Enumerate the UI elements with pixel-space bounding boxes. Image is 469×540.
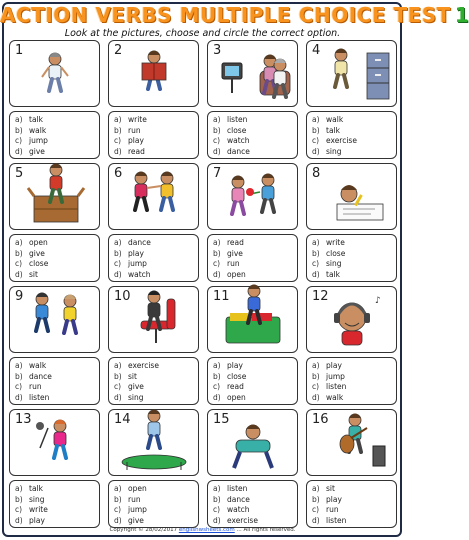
question-picture	[207, 40, 298, 107]
option-text: exercise	[227, 515, 258, 525]
option-list	[9, 234, 100, 282]
answer-option[interactable]	[15, 393, 99, 404]
option-letter: a)	[15, 484, 23, 493]
option-list	[207, 111, 298, 159]
answer-option[interactable]	[213, 126, 297, 137]
answer-option[interactable]	[213, 270, 297, 281]
answer-option[interactable]	[15, 147, 99, 158]
option-list	[108, 111, 199, 159]
option-letter: b)	[15, 494, 23, 504]
option-text: jump	[128, 259, 147, 268]
option-letter: a)	[114, 238, 122, 247]
answer-option[interactable]	[312, 372, 396, 383]
question-picture	[207, 409, 298, 476]
option-text: close	[29, 259, 49, 268]
copyright-footer	[0, 527, 405, 533]
option-text: listen	[227, 484, 248, 493]
option-letter: a)	[312, 238, 320, 247]
worksheet-title	[0, 3, 469, 27]
option-letter: b)	[15, 125, 23, 135]
option-list	[108, 234, 199, 282]
answer-option[interactable]	[312, 238, 396, 249]
answer-option[interactable]	[213, 516, 297, 527]
option-letter: a)	[114, 361, 122, 370]
option-text: play	[326, 494, 342, 504]
answer-option[interactable]	[213, 505, 297, 516]
question-number: 1	[15, 43, 24, 58]
question-picture	[108, 163, 199, 230]
people-running-icon	[10, 287, 101, 354]
option-text: open	[227, 269, 246, 279]
copyright-text: Copyright © 28/02/2017	[109, 527, 179, 533]
option-text: listen	[29, 392, 50, 402]
option-text: run	[128, 125, 141, 135]
option-text: read	[128, 146, 145, 156]
option-text: walk	[29, 361, 47, 370]
option-letter: d)	[15, 146, 23, 156]
option-letter: b)	[15, 248, 23, 258]
answer-option[interactable]	[15, 115, 99, 126]
option-text: run	[227, 259, 240, 268]
question-number: 4	[312, 43, 321, 58]
option-list	[207, 234, 298, 282]
option-list	[207, 357, 298, 405]
question-number: 6	[114, 166, 123, 181]
question-picture	[306, 40, 397, 107]
option-letter: d)	[213, 392, 221, 402]
option-letter: a)	[312, 115, 320, 124]
couple-dancing-icon	[109, 164, 200, 231]
option-letter: c)	[114, 259, 122, 268]
answer-option[interactable]	[114, 238, 198, 249]
option-text: sing	[29, 494, 45, 504]
question-number: 16	[312, 412, 329, 427]
man-opening-box-icon	[10, 164, 101, 231]
option-text: talk	[29, 484, 43, 493]
option-text: listen	[227, 115, 248, 124]
question-number: 10	[114, 289, 131, 304]
question-picture	[207, 286, 298, 353]
option-letter: c)	[213, 505, 221, 514]
option-letter: c)	[15, 259, 23, 268]
option-letter: c)	[312, 505, 320, 514]
answer-option[interactable]	[15, 238, 99, 249]
answer-option[interactable]	[312, 136, 396, 147]
answer-option[interactable]	[312, 484, 396, 495]
boy-writing-icon	[307, 164, 398, 231]
option-text: give	[128, 382, 144, 391]
option-list	[306, 357, 397, 405]
question-picture	[9, 163, 100, 230]
option-text: write	[326, 238, 345, 247]
question-number: 5	[15, 166, 24, 181]
option-letter: a)	[15, 115, 23, 124]
instructions: Look at the pictures, choose and circle the correct option.	[64, 28, 341, 39]
option-letter: d)	[213, 146, 221, 156]
option-text: give	[128, 515, 144, 525]
answer-option[interactable]	[312, 126, 396, 137]
option-text: walk	[326, 115, 344, 124]
option-text: sing	[326, 259, 342, 268]
option-letter: b)	[114, 125, 122, 135]
option-letter: c)	[15, 382, 23, 391]
option-letter: a)	[213, 238, 221, 247]
option-letter: b)	[213, 494, 221, 504]
answer-option[interactable]	[312, 393, 396, 404]
option-text: open	[29, 238, 48, 247]
option-letter: b)	[114, 248, 122, 258]
answer-option[interactable]	[213, 115, 297, 126]
option-letter: a)	[15, 238, 23, 247]
question-number: 8	[312, 166, 321, 181]
svg-text:♪: ♪	[375, 296, 381, 306]
question-number: 11	[213, 289, 230, 304]
option-letter: a)	[312, 484, 320, 493]
option-text: play	[128, 136, 144, 145]
option-letter: a)	[15, 361, 23, 370]
option-letter: b)	[312, 125, 320, 135]
option-text: open	[227, 392, 246, 402]
option-letter: d)	[312, 146, 320, 156]
answer-option[interactable]	[15, 516, 99, 527]
answer-option[interactable]	[114, 249, 198, 260]
question-picture	[108, 40, 199, 107]
answer-option[interactable]	[213, 259, 297, 270]
option-letter: c)	[114, 382, 122, 391]
question-number: 9	[15, 289, 24, 304]
option-text: exercise	[128, 361, 159, 370]
option-letter: a)	[213, 484, 221, 493]
question-picture	[306, 286, 397, 353]
rights-text: ... All rights reserved.	[234, 527, 296, 533]
answer-option[interactable]	[213, 147, 297, 158]
option-text: play	[128, 248, 144, 258]
option-text: watch	[227, 136, 250, 145]
answer-option[interactable]	[213, 372, 297, 383]
answer-option[interactable]	[213, 249, 297, 260]
option-letter: d)	[312, 515, 320, 525]
option-letter: a)	[312, 361, 320, 370]
option-text: run	[326, 505, 339, 514]
option-letter: b)	[114, 371, 122, 381]
option-text: watch	[227, 505, 250, 514]
question-picture	[9, 409, 100, 476]
option-text: dance	[29, 371, 52, 381]
question-grid	[9, 40, 397, 525]
option-text: listen	[326, 382, 347, 391]
family-watching-tv-icon	[208, 41, 299, 108]
option-text: sit	[29, 269, 38, 279]
boy-reading-icon	[109, 41, 200, 108]
option-letter: c)	[15, 136, 23, 145]
answer-option[interactable]	[114, 393, 198, 404]
answer-option[interactable]	[312, 115, 396, 126]
answer-option[interactable]	[15, 484, 99, 495]
answer-option[interactable]	[312, 516, 396, 527]
question-number: 7	[213, 166, 222, 181]
answer-option[interactable]	[15, 372, 99, 383]
question-number: 13	[15, 412, 32, 427]
option-text: jump	[326, 371, 345, 381]
option-letter: c)	[15, 505, 23, 514]
option-text: sit	[326, 484, 335, 493]
question-number: 15	[213, 412, 230, 427]
option-list	[9, 357, 100, 405]
option-list	[9, 480, 100, 528]
option-text: talk	[326, 125, 340, 135]
title-number: 1	[454, 3, 469, 27]
question-picture	[108, 409, 199, 476]
option-text: dance	[128, 238, 151, 247]
option-letter: c)	[312, 382, 320, 391]
answer-option[interactable]	[312, 270, 396, 281]
question-picture	[9, 286, 100, 353]
option-text: walk	[326, 392, 344, 402]
question-picture	[306, 163, 397, 230]
answer-option[interactable]	[15, 270, 99, 281]
answer-option[interactable]	[213, 361, 297, 372]
option-list	[9, 111, 100, 159]
option-letter: b)	[213, 125, 221, 135]
option-letter: d)	[114, 146, 122, 156]
answer-option[interactable]	[15, 126, 99, 137]
option-text: dance	[227, 494, 250, 504]
option-text: run	[128, 494, 141, 504]
option-list	[207, 480, 298, 528]
option-text: write	[29, 505, 48, 514]
answer-option[interactable]	[114, 115, 198, 126]
option-text: talk	[29, 115, 43, 124]
answer-option[interactable]	[312, 382, 396, 393]
answer-option[interactable]	[114, 147, 198, 158]
option-text: dance	[227, 146, 250, 156]
answer-option[interactable]	[114, 361, 198, 372]
option-letter: b)	[213, 248, 221, 258]
option-text: close	[326, 248, 346, 258]
option-letter: d)	[312, 269, 320, 279]
answer-option[interactable]	[312, 259, 396, 270]
option-text: watch	[128, 269, 151, 279]
option-letter: c)	[213, 382, 221, 391]
man-walking-to-cabinet-icon	[307, 41, 398, 108]
option-list	[108, 357, 199, 405]
option-text: jump	[29, 136, 48, 145]
answer-option[interactable]	[15, 505, 99, 516]
answer-option[interactable]	[213, 484, 297, 495]
option-letter: a)	[114, 484, 122, 493]
answer-option[interactable]	[114, 382, 198, 393]
option-text: close	[227, 371, 247, 381]
option-text: run	[29, 382, 42, 391]
option-letter: a)	[213, 361, 221, 370]
option-letter: d)	[114, 269, 122, 279]
answer-option[interactable]	[15, 382, 99, 393]
option-letter: c)	[114, 136, 122, 145]
option-list	[306, 111, 397, 159]
option-letter: a)	[114, 115, 122, 124]
option-text: give	[227, 248, 243, 258]
question-number: 3	[213, 43, 222, 58]
option-letter: c)	[213, 136, 221, 145]
option-text: play	[326, 361, 342, 370]
answer-option[interactable]	[312, 361, 396, 372]
answer-option[interactable]	[114, 484, 198, 495]
title-text: ACTION VERBS MULTIPLE CHOICE TEST	[0, 3, 451, 27]
option-text: read	[227, 382, 244, 391]
option-letter: c)	[312, 259, 320, 268]
answer-option[interactable]	[114, 516, 198, 527]
answer-option[interactable]	[213, 238, 297, 249]
answer-option[interactable]	[114, 372, 198, 383]
answer-option[interactable]	[114, 136, 198, 147]
answer-option[interactable]	[15, 495, 99, 506]
option-text: sit	[128, 371, 137, 381]
option-letter: b)	[213, 371, 221, 381]
option-text: exercise	[326, 136, 357, 145]
option-text: sing	[128, 392, 144, 402]
option-letter: b)	[312, 248, 320, 258]
option-text: talk	[326, 269, 340, 279]
question-number: 12	[312, 289, 329, 304]
option-text: sing	[326, 146, 342, 156]
answer-option[interactable]	[114, 505, 198, 516]
option-text: close	[227, 125, 247, 135]
option-letter: d)	[114, 392, 122, 402]
boy-giving-flower-icon	[208, 164, 299, 231]
option-text: give	[29, 146, 45, 156]
option-text: walk	[29, 125, 47, 135]
option-letter: b)	[15, 371, 23, 381]
option-text: write	[128, 115, 147, 124]
answer-option[interactable]	[213, 136, 297, 147]
answer-option[interactable]	[15, 361, 99, 372]
option-text: give	[29, 248, 45, 258]
option-letter: d)	[15, 392, 23, 402]
option-text: jump	[128, 505, 147, 514]
question-picture	[207, 163, 298, 230]
question-picture	[108, 286, 199, 353]
answer-option[interactable]	[15, 259, 99, 270]
option-letter: b)	[312, 371, 320, 381]
option-letter: d)	[213, 269, 221, 279]
answer-option[interactable]	[213, 382, 297, 393]
question-picture	[9, 40, 100, 107]
option-letter: c)	[213, 259, 221, 268]
option-list	[306, 234, 397, 282]
man-walking-icon	[10, 41, 101, 108]
answer-option[interactable]	[312, 249, 396, 260]
option-text: read	[227, 238, 244, 247]
option-letter: d)	[114, 515, 122, 525]
option-list	[306, 480, 397, 528]
question-number: 14	[114, 412, 131, 427]
answer-option[interactable]	[312, 505, 396, 516]
option-letter: d)	[15, 269, 23, 279]
site-link[interactable]: englishwsheets.com	[178, 527, 235, 533]
question-picture	[306, 409, 397, 476]
option-text: open	[128, 484, 147, 493]
option-letter: d)	[312, 392, 320, 402]
option-text: play	[227, 361, 243, 370]
answer-option[interactable]	[312, 495, 396, 506]
option-text: play	[29, 515, 45, 525]
option-list	[108, 480, 199, 528]
answer-option[interactable]	[213, 495, 297, 506]
question-number: 2	[114, 43, 123, 58]
option-letter: b)	[312, 494, 320, 504]
answer-option[interactable]	[114, 270, 198, 281]
answer-option[interactable]	[213, 393, 297, 404]
option-letter: d)	[213, 515, 221, 525]
answer-option[interactable]	[114, 495, 198, 506]
option-text: listen	[326, 515, 347, 525]
option-letter: b)	[114, 494, 122, 504]
answer-option[interactable]	[114, 126, 198, 137]
answer-option[interactable]	[312, 147, 396, 158]
answer-option[interactable]	[15, 136, 99, 147]
option-letter: c)	[114, 505, 122, 514]
option-letter: d)	[15, 515, 23, 525]
option-letter: a)	[213, 115, 221, 124]
option-letter: c)	[312, 136, 320, 145]
answer-option[interactable]	[15, 249, 99, 260]
answer-option[interactable]	[114, 259, 198, 270]
